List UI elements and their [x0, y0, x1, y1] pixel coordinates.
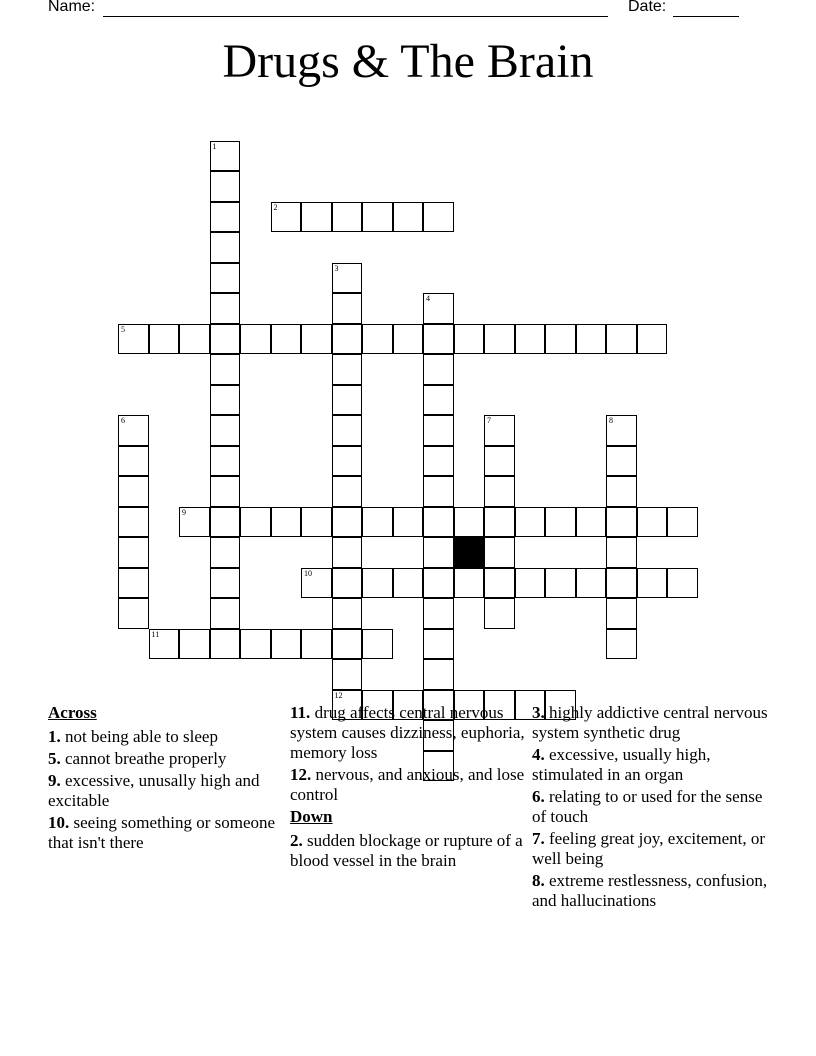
- grid-cell[interactable]: [210, 324, 241, 355]
- clue-item: [532, 703, 772, 743]
- clue-text: extreme restlessness, confusion, and hallucinations: [532, 871, 768, 910]
- grid-cell[interactable]: [362, 324, 393, 355]
- clue-item: [48, 813, 288, 853]
- grid-cell[interactable]: [210, 202, 241, 233]
- grid-cell[interactable]: [423, 385, 454, 416]
- grid-cell[interactable]: [393, 507, 424, 538]
- grid-cell[interactable]: [515, 507, 546, 538]
- clues-column-3: [532, 703, 772, 913]
- grid-cell[interactable]: [210, 598, 241, 629]
- grid-cell[interactable]: [606, 476, 637, 507]
- grid-cell[interactable]: [484, 598, 515, 629]
- grid-cell[interactable]: [423, 446, 454, 477]
- grid-cell[interactable]: [332, 446, 363, 477]
- clue-number: 8.: [532, 871, 545, 890]
- grid-cell[interactable]: [545, 568, 576, 599]
- grid-cell[interactable]: [423, 629, 454, 660]
- clue-number: 5.: [48, 749, 61, 768]
- grid-cell[interactable]: [179, 629, 210, 660]
- clue-item: [48, 727, 288, 747]
- grid-cell[interactable]: [332, 324, 363, 355]
- grid-cell[interactable]: [271, 324, 302, 355]
- grid-cell[interactable]: [149, 324, 180, 355]
- name-label: Name:: [48, 0, 96, 15]
- grid-cell[interactable]: [576, 568, 607, 599]
- grid-cell[interactable]: [332, 659, 363, 690]
- clue-item: [290, 765, 530, 805]
- clue-number: 1: [212, 141, 217, 151]
- grid-cell[interactable]: [118, 598, 149, 629]
- clue-number: 7.: [532, 829, 545, 848]
- clue-item: [532, 745, 772, 785]
- clue-number: 7: [487, 416, 491, 425]
- grid-cell[interactable]: [210, 232, 241, 263]
- grid-cell[interactable]: [423, 324, 454, 355]
- clue-text: feeling great joy, excitement, or well being: [532, 829, 766, 868]
- clue-number: 8: [609, 416, 613, 425]
- grid-cell[interactable]: [423, 568, 454, 599]
- grid-cell[interactable]: [362, 202, 393, 233]
- clue-text: excessive, unusally high and excitable: [48, 771, 260, 810]
- clue-heading: Down: [290, 807, 333, 826]
- grid-cell[interactable]: [484, 537, 515, 568]
- clue-item: [532, 787, 772, 827]
- grid-cell[interactable]: [362, 568, 393, 599]
- black-cell: [454, 537, 485, 568]
- grid-cell[interactable]: [606, 446, 637, 477]
- grid-cell[interactable]: [484, 446, 515, 477]
- grid-cell[interactable]: [210, 568, 241, 599]
- grid-cell[interactable]: [240, 629, 271, 660]
- grid-cell[interactable]: [606, 598, 637, 629]
- grid-cell[interactable]: [667, 507, 698, 538]
- grid-cell[interactable]: [545, 324, 576, 355]
- grid-cell[interactable]: [210, 629, 241, 660]
- clue-number: 10: [304, 568, 312, 578]
- clue-number: 12.: [290, 765, 312, 784]
- clue-number: 4.: [532, 745, 545, 764]
- clue-text: highly addictive central nervous system synthetic drug: [532, 703, 768, 742]
- grid-cell[interactable]: [118, 324, 149, 355]
- clue-text: sudden blockage or rupture of a blood vessel in the brain: [290, 831, 523, 870]
- grid-cell[interactable]: [484, 324, 515, 355]
- grid-cell[interactable]: [179, 324, 210, 355]
- grid-cell[interactable]: [301, 629, 332, 660]
- grid-cell[interactable]: [515, 568, 546, 599]
- clue-number: 6: [121, 416, 125, 425]
- clue-text: not being able to sleep: [65, 727, 218, 746]
- grid-cell[interactable]: [301, 202, 332, 233]
- clue-text: relating to or used for the sense of touch: [532, 787, 763, 826]
- page-title: Drugs & The Brain: [222, 35, 594, 88]
- grid-cell[interactable]: [240, 324, 271, 355]
- clue-text: cannot breathe properly: [65, 749, 227, 768]
- grid-cell[interactable]: [332, 263, 363, 294]
- clue-number: 1.: [48, 727, 61, 746]
- grid-cell[interactable]: [423, 659, 454, 690]
- grid-cell[interactable]: [118, 507, 149, 538]
- grid-cell[interactable]: [637, 324, 668, 355]
- grid-cell[interactable]: [210, 171, 241, 202]
- grid-cell[interactable]: [332, 415, 363, 446]
- grid-cell[interactable]: [210, 263, 241, 294]
- grid-cell[interactable]: [210, 446, 241, 477]
- grid-cell[interactable]: [667, 568, 698, 599]
- grid-cell[interactable]: [423, 476, 454, 507]
- grid-cell[interactable]: [576, 507, 607, 538]
- clue-heading: Across: [48, 703, 97, 722]
- grid-cell[interactable]: [332, 507, 363, 538]
- grid-cell[interactable]: [484, 415, 515, 446]
- grid-cell[interactable]: [332, 476, 363, 507]
- grid-cell[interactable]: [423, 293, 454, 324]
- grid-cell[interactable]: [179, 507, 210, 538]
- grid-cell[interactable]: [301, 324, 332, 355]
- date-label: Date:: [628, 0, 667, 15]
- grid-cell[interactable]: [454, 507, 485, 538]
- grid-cell[interactable]: [332, 629, 363, 660]
- grid-cell[interactable]: [210, 141, 241, 172]
- grid-cell[interactable]: [606, 507, 637, 538]
- grid-cell[interactable]: [484, 476, 515, 507]
- clue-number: 5: [121, 324, 125, 334]
- grid-cell[interactable]: [332, 293, 363, 324]
- clue-text: drug affects central nervous system causes dizziness, euphoria, memory loss: [290, 703, 525, 762]
- clue-item: [532, 871, 772, 911]
- grid-cell[interactable]: [362, 507, 393, 538]
- grid-cell[interactable]: [332, 598, 363, 629]
- grid-cell[interactable]: [271, 629, 302, 660]
- grid-cell[interactable]: [393, 202, 424, 233]
- clue-item: [48, 749, 288, 769]
- grid-cell[interactable]: [393, 568, 424, 599]
- clue-number: 4: [426, 294, 430, 303]
- grid-cell[interactable]: [332, 202, 363, 233]
- grid-cell[interactable]: [210, 293, 241, 324]
- grid-cell[interactable]: [454, 324, 485, 355]
- grid-cell[interactable]: [210, 415, 241, 446]
- grid-cell[interactable]: [423, 354, 454, 385]
- grid-cell[interactable]: [210, 385, 241, 416]
- clue-text: seeing something or someone that isn't there: [48, 813, 276, 852]
- grid-cell[interactable]: [210, 537, 241, 568]
- clue-number: 2.: [290, 831, 303, 850]
- grid-cell[interactable]: [515, 324, 546, 355]
- clues-column-1: [48, 703, 288, 855]
- clue-item: [290, 831, 530, 871]
- clue-item: [290, 703, 530, 763]
- grid-cell[interactable]: [118, 476, 149, 507]
- grid-cell[interactable]: [118, 415, 149, 446]
- grid-cell[interactable]: [545, 507, 576, 538]
- grid-cell[interactable]: [210, 354, 241, 385]
- clue-number: 12: [334, 690, 343, 700]
- clue-number: 10.: [48, 813, 70, 832]
- clue-item: [532, 829, 772, 869]
- grid-cell[interactable]: [149, 629, 180, 660]
- grid-cell[interactable]: [332, 568, 363, 599]
- grid-cell[interactable]: [332, 537, 363, 568]
- clue-number: 6.: [532, 787, 545, 806]
- grid-cell[interactable]: [576, 324, 607, 355]
- grid-cell[interactable]: [423, 598, 454, 629]
- clue-text: excessive, usually high, stimulated in an organ: [532, 745, 711, 784]
- clue-number: 2: [273, 202, 278, 212]
- clue-number: 3.: [532, 703, 545, 722]
- clue-number: 11.: [290, 703, 311, 722]
- clue-item: [48, 771, 288, 811]
- grid-cell[interactable]: [637, 568, 668, 599]
- grid-cell[interactable]: [393, 324, 424, 355]
- grid-cell[interactable]: [240, 507, 271, 538]
- clue-number: 9: [182, 507, 186, 517]
- grid-cell[interactable]: [606, 537, 637, 568]
- grid-cell[interactable]: [423, 537, 454, 568]
- grid-cell[interactable]: [362, 629, 393, 660]
- clue-number: 11: [151, 629, 160, 639]
- grid-cell[interactable]: [210, 507, 241, 538]
- grid-cell[interactable]: [271, 507, 302, 538]
- clues-column-2: [290, 703, 530, 873]
- grid-cell[interactable]: [332, 385, 363, 416]
- grid-cell[interactable]: [301, 568, 332, 599]
- grid-cell[interactable]: [606, 324, 637, 355]
- grid-cell[interactable]: [637, 507, 668, 538]
- grid-cell[interactable]: [606, 415, 637, 446]
- clue-text: nervous, and anxious, and lose control: [290, 765, 525, 804]
- clue-number: 9.: [48, 771, 61, 790]
- grid-cell[interactable]: [484, 568, 515, 599]
- grid-cell[interactable]: [332, 354, 363, 385]
- grid-cell[interactable]: [423, 415, 454, 446]
- grid-cell[interactable]: [271, 202, 302, 233]
- grid-cell[interactable]: [606, 629, 637, 660]
- grid-cell[interactable]: [301, 507, 332, 538]
- clue-number: 3: [334, 263, 339, 273]
- grid-cell[interactable]: [484, 507, 515, 538]
- grid-cell[interactable]: [423, 202, 454, 233]
- grid-cell[interactable]: [118, 537, 149, 568]
- grid-cell[interactable]: [454, 568, 485, 599]
- grid-cell[interactable]: [423, 507, 454, 538]
- grid-cell[interactable]: [606, 568, 637, 599]
- grid-cell[interactable]: [118, 446, 149, 477]
- grid-cell[interactable]: [118, 568, 149, 599]
- grid-cell[interactable]: [210, 476, 241, 507]
